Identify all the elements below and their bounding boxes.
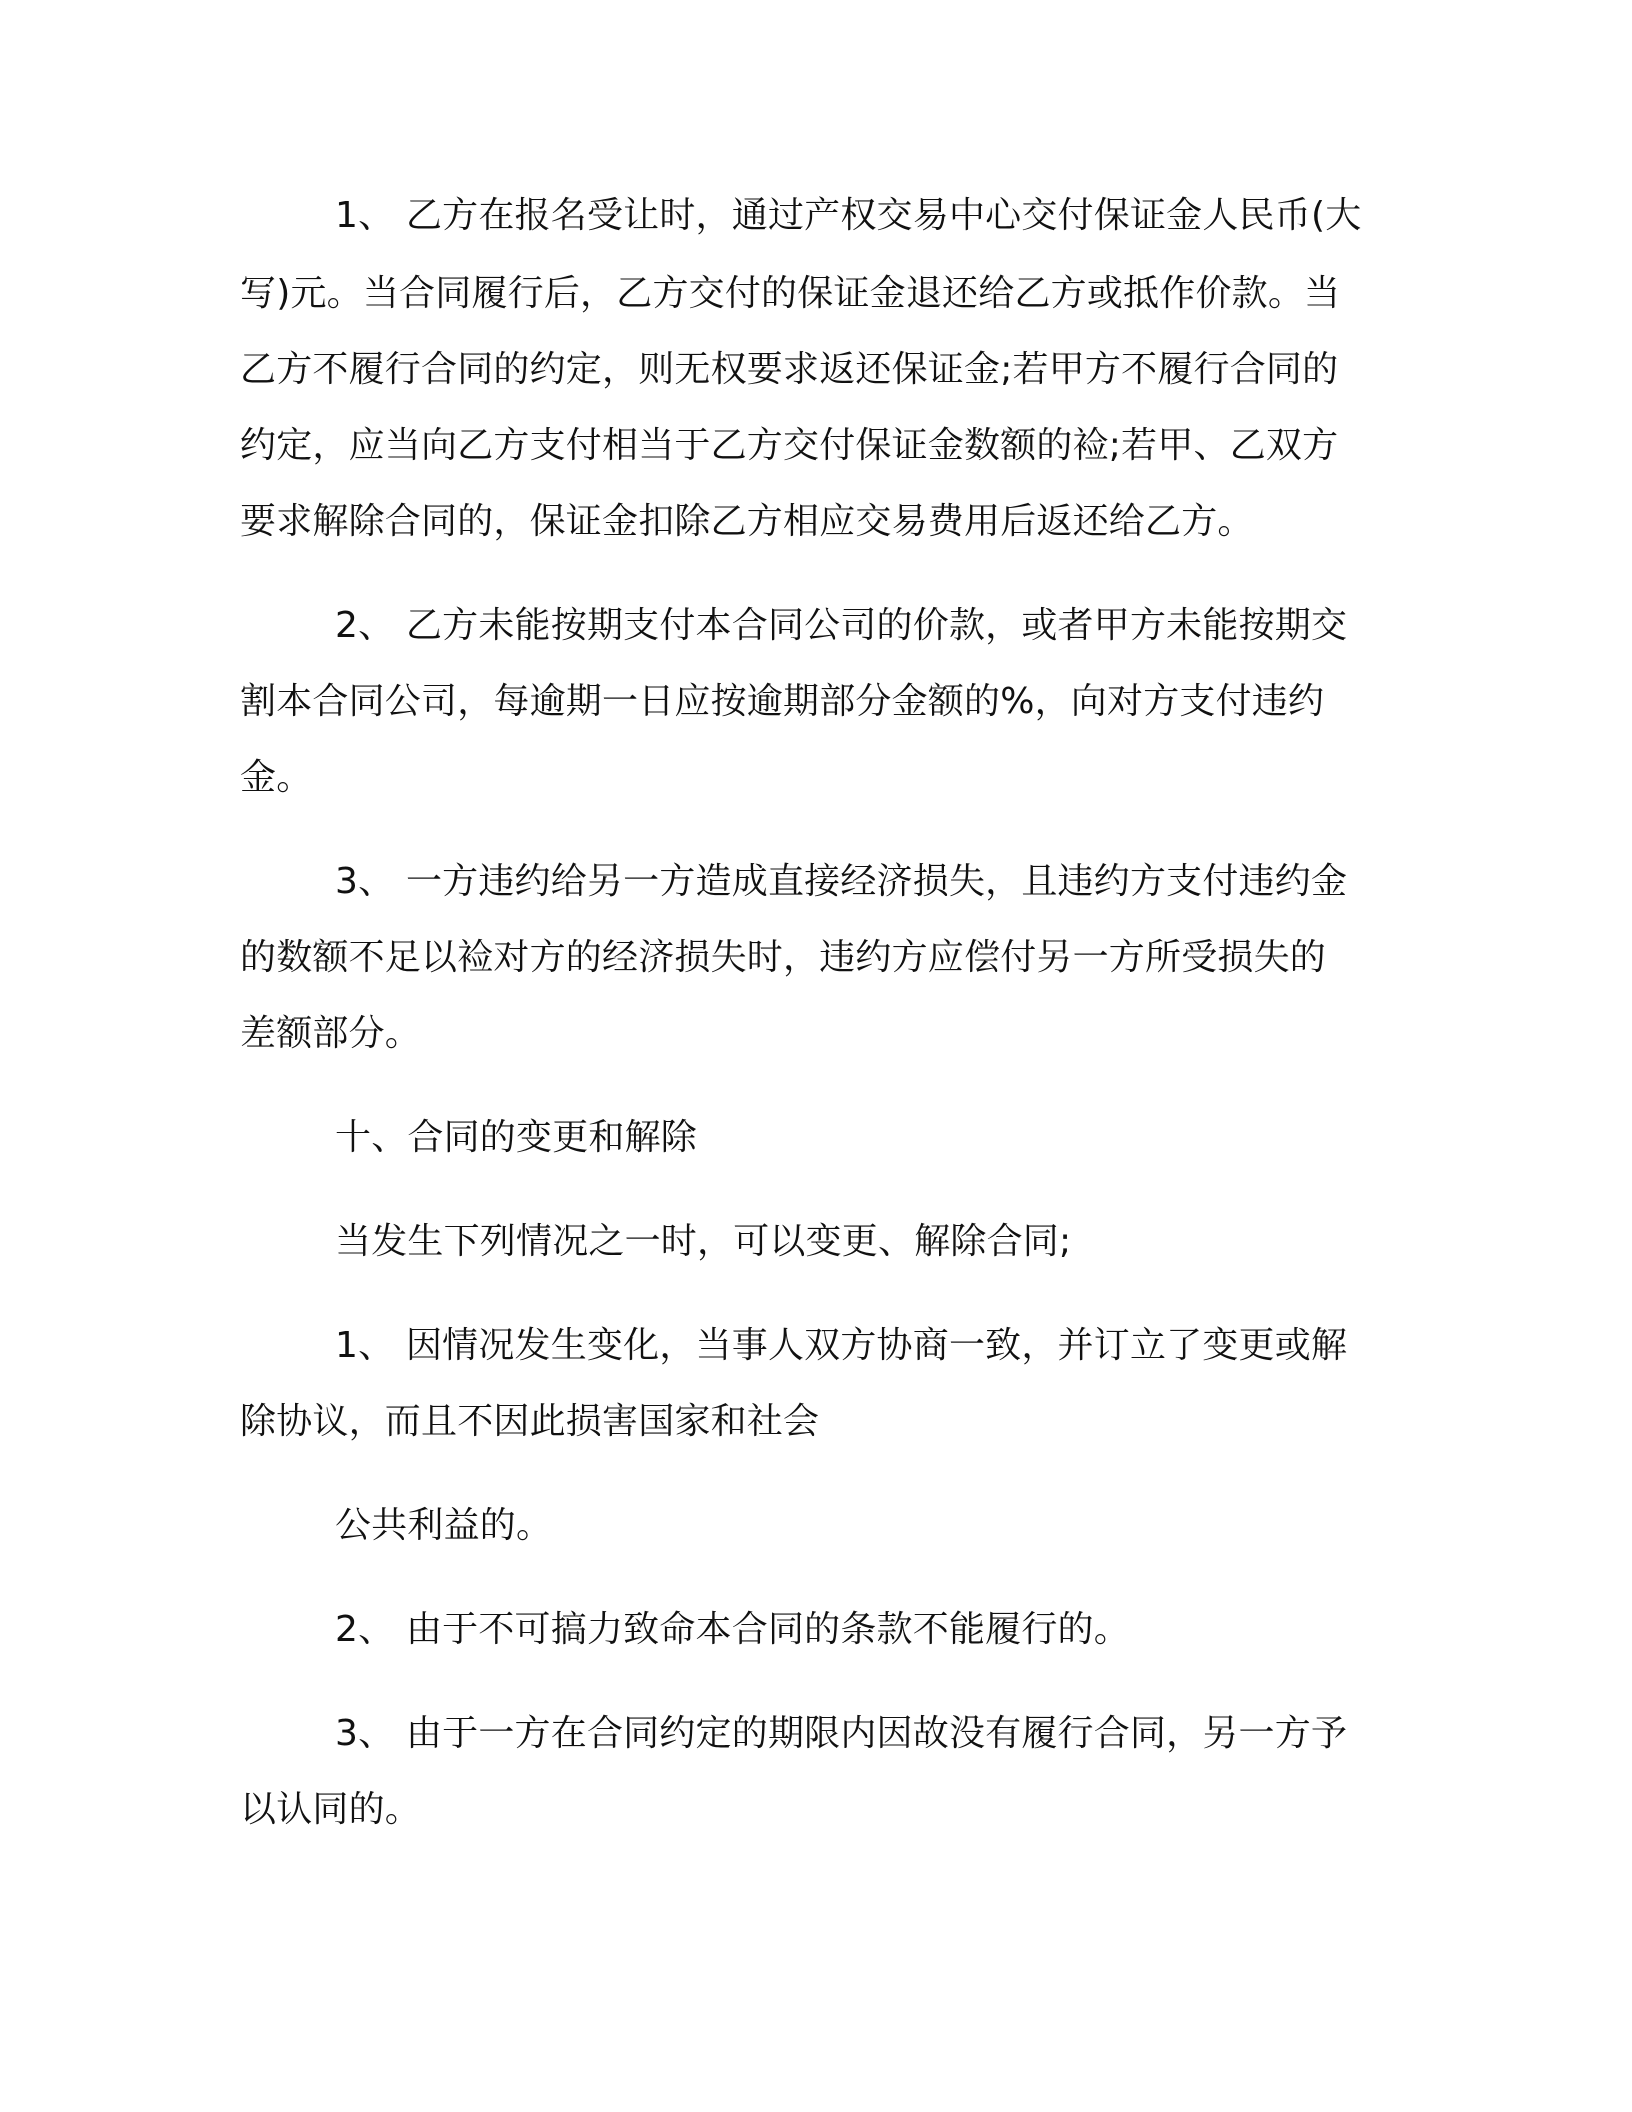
text-line: 当发生下列情况之一时，可以变更、解除合同; xyxy=(335,1221,1072,1262)
text-line: 的数额不足以裣对方的经济损失时，违约方应偿付另一方所受损失的 xyxy=(240,937,1327,978)
text-line: 1、 乙方在报名受让时，通过产权交易中心交付保证金人民币(大 xyxy=(335,195,1362,236)
text-line: 2、 乙方未能按期支付本合同公司的价款，或者甲方未能按期交 xyxy=(335,605,1348,646)
text-line: 差额部分。 xyxy=(240,1013,422,1054)
text-line: 割本合同公司，每逾期一日应按逾期部分金额的%，向对方支付违约 xyxy=(240,681,1325,722)
text-line: 除协议，而且不因此损害国家和社会 xyxy=(240,1401,820,1442)
text-line: 3、 由于一方在合同约定的期限内因故没有履行合同，另一方予 xyxy=(335,1713,1348,1754)
text-line: 约定，应当向乙方支付相当于乙方交付保证金数额的裣;若甲、乙双方 xyxy=(240,425,1339,466)
text-line: 要求解除合同的，保证金扣除乙方相应交易费用后返还给乙方。 xyxy=(240,501,1254,542)
text-line: 3、 一方违约给另一方造成直接经济损失，且违约方支付违约金 xyxy=(335,861,1348,902)
text-line: 金。 xyxy=(240,757,313,798)
text-line: 乙方不履行合同的约定，则无权要求返还保证金;若甲方不履行合同的 xyxy=(240,349,1339,390)
text-line: 1、 因情况发生变化，当事人双方协商一致，并订立了变更或解 xyxy=(335,1325,1348,1366)
text-line: 2、 由于不可搞力致命本合同的条款不能履行的。 xyxy=(335,1609,1130,1650)
section-heading: 十、合同的变更和解除 xyxy=(335,1117,698,1158)
text-line: 写)元。当合同履行后，乙方交付的保证金退还给乙方或抵作价款。当 xyxy=(240,273,1341,314)
text-line: 以认同的。 xyxy=(240,1789,422,1830)
text-line: 公共利益的。 xyxy=(335,1505,553,1546)
